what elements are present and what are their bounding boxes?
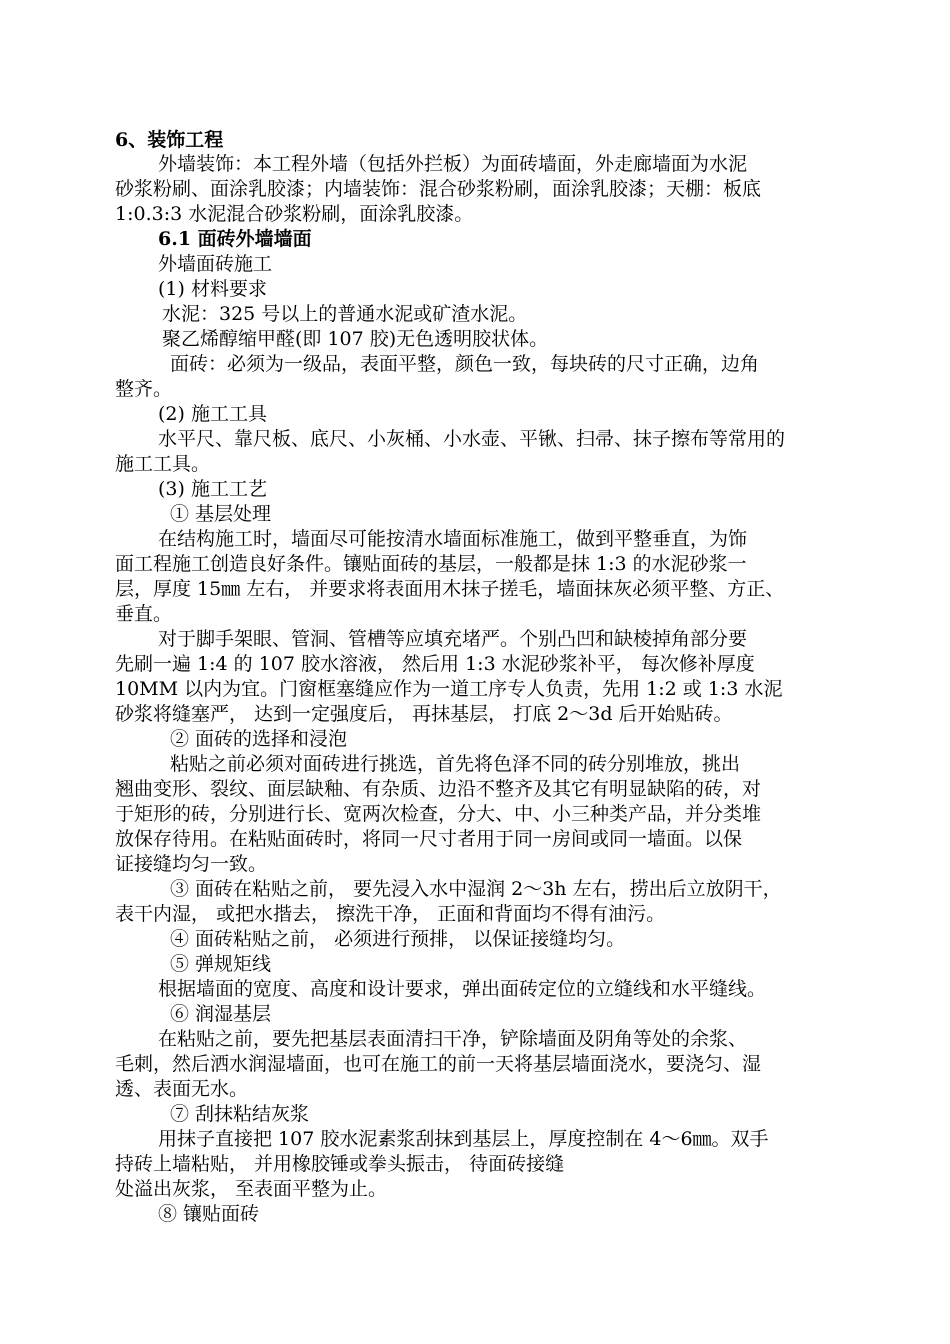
step7-title: ⑦ 刮抹粘结灰浆 bbox=[170, 1103, 310, 1125]
step2-line: 于矩形的砖，分别进行长、宽两次检查，分大、中、小三种类产品，并分类堆 bbox=[115, 803, 762, 825]
step5-line: 根据墙面的宽度、高度和设计要求，弹出面砖定位的立缝线和水平缝线。 bbox=[158, 978, 767, 1000]
materials-tile-line: 整齐。 bbox=[115, 378, 173, 400]
heading: 6、装饰工程 bbox=[115, 129, 224, 151]
step6-line: 毛刺，然后洒水润湿墙面，也可在施工的前一天将基层墙面浇水，要浇匀、湿 bbox=[115, 1053, 762, 1075]
step1-p1-line: 在结构施工时，墙面尽可能按清水墙面标准施工，做到平整垂直，为饰 bbox=[158, 528, 748, 550]
step7-line: 持砖上墙粘贴， 并用橡胶锤或拳头振击， 待面砖接缝 bbox=[115, 1153, 565, 1175]
step1-p1-line: 层，厚度 15㎜ 左右， 并要求将表面用木抹子搓毛，墙面抹灰必须平整、方正、 bbox=[115, 578, 785, 600]
subtitle: 外墙面砖施工 bbox=[158, 253, 273, 275]
step4-line: ④ 面砖粘贴之前， 必须进行预排， 以保证接缝均匀。 bbox=[170, 928, 626, 950]
step1-p1-line: 面工程施工创造良好条件。镶贴面砖的基层，一般都是抹 1:3 的水泥砂浆一 bbox=[115, 553, 747, 575]
materials-title: (1) 材料要求 bbox=[158, 278, 267, 300]
step3-line: 表干内湿， 或把水揩去， 擦洗干净， 正面和背面均不得有油污。 bbox=[115, 903, 666, 925]
intro-line: 砂浆粉刷、面涂乳胶漆；内墙装饰：混合砂浆粉刷，面涂乳胶漆；天棚：板底 bbox=[115, 178, 762, 200]
tools-line: 水平尺、靠尺板、底尺、小灰桶、小水壶、平锹、扫帚、抹子擦布等常用的 bbox=[158, 428, 786, 450]
step6-title: ⑥ 润湿基层 bbox=[170, 1003, 272, 1025]
step2-line: 粘贴之前必须对面砖进行挑选，首先将色泽不同的砖分别堆放，挑出 bbox=[170, 753, 741, 775]
step2-line: 翘曲变形、裂纹、面层缺釉、有杂质、边沿不整齐及其它有明显缺陷的砖，对 bbox=[115, 778, 762, 800]
tools-title: (2) 施工工具 bbox=[158, 403, 267, 425]
tools-line: 施工工具。 bbox=[115, 453, 211, 475]
step7-line: 处溢出灰浆， 至表面平整为止。 bbox=[115, 1178, 388, 1200]
intro-line: 1:0.3:3 水泥混合砂浆粉刷，面涂乳胶漆。 bbox=[115, 203, 474, 225]
materials-cement: 水泥：325 号以上的普通水泥或矿渣水泥。 bbox=[162, 303, 528, 325]
intro-line: 外墙装饰：本工程外墙（包括外拦板）为面砖墙面，外走廊墙面为水泥 bbox=[158, 153, 748, 175]
step1-p1-line: 垂直。 bbox=[115, 603, 173, 625]
step6-line: 在粘贴之前，要先把基层表面清扫干净，铲除墙面及阴角等处的余浆、 bbox=[158, 1028, 748, 1050]
step3-line: ③ 面砖在粘贴之前， 要先浸入水中湿润 2～3h 左右，捞出后立放阴干， bbox=[170, 878, 782, 900]
step1-title: ① 基层处理 bbox=[170, 503, 272, 525]
step2-line: 证接缝均匀一致。 bbox=[115, 853, 268, 875]
materials-tile-line: 面砖：必须为一级品，表面平整，颜色一致，每块砖的尺寸正确，边角 bbox=[170, 353, 760, 375]
materials-glue: 聚乙烯醇缩甲醛(即 107 胶)无色透明胶状体。 bbox=[162, 328, 549, 350]
step1-p2-line: 10MM 以内为宜。门窗框塞缝应作为一道工序专人负责，先用 1:2 或 1:3 水泥 bbox=[115, 678, 783, 700]
process-title: (3) 施工工艺 bbox=[158, 478, 267, 500]
section-title: 6.1 面砖外墙墙面 bbox=[158, 228, 312, 250]
step8-title: ⑧ 镶贴面砖 bbox=[158, 1203, 260, 1225]
step1-p2-line: 砂浆将缝塞严， 达到一定强度后， 再抹基层， 打底 2～3d 后开始贴砖。 bbox=[115, 703, 733, 725]
step7-line: 用抹子直接把 107 胶水泥素浆刮抹到基层上，厚度控制在 4～6㎜。双手 bbox=[158, 1128, 769, 1150]
step1-p2-line: 先刷一遍 1:4 的 107 胶水溶液， 然后用 1:3 水泥砂浆补平， 每次修补厚度 bbox=[115, 653, 755, 675]
step2-title: ② 面砖的选择和浸泡 bbox=[170, 728, 348, 750]
step5-title: ⑤ 弹规矩线 bbox=[170, 953, 272, 975]
step6-line: 透、表面无水。 bbox=[115, 1078, 249, 1100]
step2-line: 放保存待用。在粘贴面砖时，将同一尺寸者用于同一房间或同一墙面。以保 bbox=[115, 828, 743, 850]
step1-p2-line: 对于脚手架眼、管洞、管槽等应填充堵严。个别凸凹和缺棱掉角部分要 bbox=[158, 628, 748, 650]
